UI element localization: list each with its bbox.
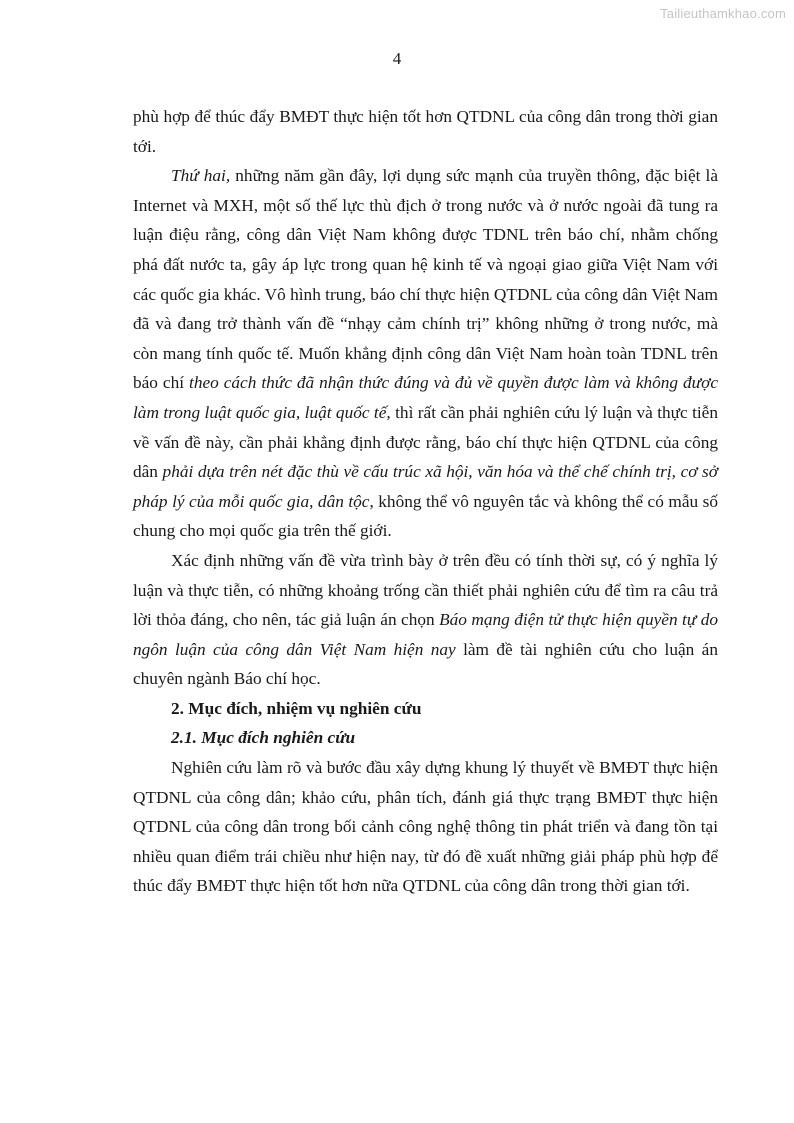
- document-body: [133, 102, 718, 901]
- paragraph-second-reason: [133, 161, 718, 546]
- emphasis-text: phải dựa trên nét đặc thù về cấu trúc xã hội, văn hóa và thể chế chính trị, cơ sở pháp lý của mỗi quốc gia, dân tộc: [133, 462, 718, 511]
- paragraph-research-purpose: Nghiên cứu làm rõ và bước đầu xây dựng khung lý thuyết về BMĐT thực hiện QTDNL của công dân; khảo cứu, phân tích, đánh giá thực trạng BMĐT thực hiện QTDNL của công dân trong bối cảnh công nghệ thông tin phát triển và đang tồn tại nhiều quan điểm trái chiều như hiện nay, từ đó đề xuất những giải pháp phù hợp để thúc đẩy BMĐT thực hiện tốt hơn nữa QTDNL của công dân trong thời gian tới.: [133, 758, 718, 896]
- paragraph-text: những năm gần đây, lợi dụng sức mạnh của truyền thông, đặc biệt là Internet và MXH, một số thế lực thù địch ở trong nước và ở nước ngoài đã tung ra luận điệu rằng, công dân Việt Nam không được TDNL trên báo chí, nhằm chống phá đất nước ta, gây áp lực trong quan hệ kinh tế và ngoại giao giữa Việt Nam với các quốc gia khác. Vô hình trung, báo chí thực hiện QTDNL của công dân Việt Nam đã và đang trở thành vấn đề “nhạy cảm chính trị” không những ở trong nước, mà còn mang tính quốc tế. Muốn khẳng định công dân Việt Nam hoàn toàn TDNL trên báo chí: [133, 166, 719, 393]
- paragraph-topic-choice: [133, 546, 718, 694]
- emphasis-text: theo cách thức đã nhận thức đúng và đủ về quyền được làm và không được làm trong luật quốc gia, luật quốc tế,: [133, 373, 718, 422]
- thesis-title: Báo mạng điện tử thực hiện quyền tự do ngôn luận của công dân Việt Nam hiện nay: [133, 610, 719, 659]
- paragraph-continuation: phù hợp để thúc đẩy BMĐT thực hiện tốt hơn QTDNL của công dân trong thời gian tới.: [133, 107, 718, 156]
- subsection-heading: 2.1. Mục đích nghiên cứu: [171, 728, 356, 748]
- paragraph-text: thì rất cần phải nghiên cứu lý luận và thực tiễn về vấn đề này, cần phải khẳng định được rằng, báo chí thực hiện QTDNL của công dân: [133, 402, 718, 482]
- section-heading: 2. Mục đích, nhiệm vụ nghiên cứu: [171, 698, 422, 718]
- watermark: Tailieuthamkhao.com: [660, 6, 786, 21]
- page-number: 4: [392, 49, 402, 68]
- paragraph-text: Xác định những vấn đề vừa trình bày ở trên đều có tính thời sự, có ý nghĩa lý luận và thực tiễn, có những khoảng trống cần thiết phải nghiên cứu để tìm ra câu trả lời thỏa đáng, cho nên, tác giả luận án chọn: [133, 550, 718, 630]
- paragraph-text: , không thể vô nguyên tắc và không thể có mẫu số chung cho mọi quốc gia trên thế giới.: [133, 491, 718, 541]
- paragraph-text: làm đề tài nghiên cứu cho luận án chuyên ngành Báo chí học.: [133, 639, 718, 689]
- lead-phrase: Thứ hai,: [171, 166, 231, 186]
